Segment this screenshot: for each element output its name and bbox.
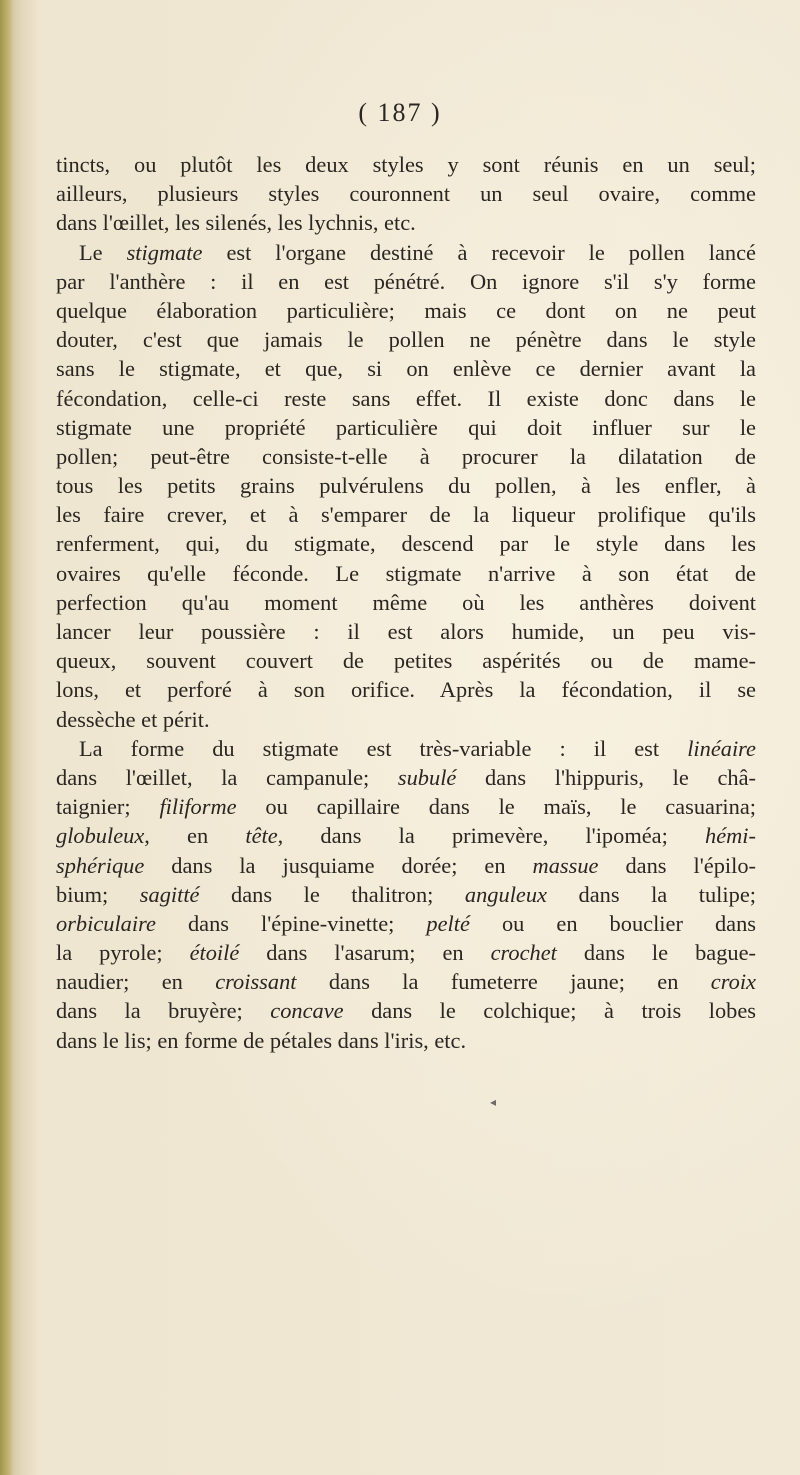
body-text (56, 150, 756, 1055)
italic-term: croissant (215, 969, 297, 995)
italic-term: sagitté (139, 881, 200, 907)
italic-term: hémi- (705, 823, 756, 849)
text-line (56, 967, 756, 996)
text-segment: dans la tulipe; (546, 881, 756, 907)
text-segment: dans la jusquiame dorée; en (144, 852, 533, 878)
italic-term: étoilé (189, 940, 240, 966)
text-segment: stigmate une propriété particulière qui doit influer sur le (56, 414, 756, 440)
text-segment: dans l'hippuris, le châ- (456, 764, 756, 790)
text-segment: dessèche et périt. (56, 706, 210, 732)
text-line (56, 938, 756, 967)
text-line (56, 880, 756, 909)
text-line (56, 792, 756, 821)
text-line (56, 150, 756, 179)
text-segment: lons, et perforé à son orifice. Après la fécondation, il se (56, 677, 756, 703)
italic-term: crochet (490, 940, 557, 966)
text-segment: les faire crever, et à s'emparer de la liqueur prolifique qu'ils (56, 502, 756, 528)
text-segment: taignier; (56, 794, 160, 820)
text-segment: dans le colchique; à trois lobes (343, 998, 756, 1024)
text-line (56, 821, 756, 850)
text-segment: queux, souvent couvert de petites aspérités ou de mame- (56, 648, 756, 674)
text-segment: ou en bouclier dans (469, 910, 756, 936)
italic-term: stigmate (126, 239, 203, 265)
text-segment: dans la bruyère; (56, 998, 271, 1024)
text-line (56, 909, 756, 938)
text-line (56, 471, 756, 500)
italic-term: pelté (426, 910, 470, 936)
italic-term: anguleux (464, 881, 547, 907)
text-segment: pollen; peut-être consiste-t-elle à procurer la dilatation de (56, 443, 756, 469)
text-segment: tous les petits grains pulvérulens du pollen, à les enfler, à (56, 473, 756, 499)
text-segment: lancer leur poussière : il est alors humide, un peu vis- (56, 619, 756, 644)
text-segment: dans l'œillet, les silenés, les lychnis, etc. (56, 210, 416, 236)
text-segment: la pyrole; (56, 940, 190, 966)
text-line (56, 354, 756, 383)
text-segment: Le (79, 239, 127, 265)
text-segment: quelque élaboration particulière; mais ce dont on ne peut (56, 297, 756, 323)
italic-term: subulé (397, 764, 457, 790)
text-line (56, 500, 756, 529)
text-segment: dans l'épine-vinette; (155, 910, 427, 936)
text-segment: perfection qu'au moment même où les anthères doivent (56, 589, 756, 615)
text-line (56, 996, 756, 1025)
text-line (56, 179, 756, 208)
binding-edge (0, 0, 14, 1475)
text-line (56, 1026, 756, 1055)
text-line (56, 208, 756, 237)
text-line (56, 646, 756, 675)
italic-term: sphérique (56, 852, 145, 878)
text-segment: dans l'œillet, la campanule; (56, 764, 398, 790)
text-segment: La forme du stigmate est très-variable : il est (79, 735, 688, 761)
text-segment: , dans la primevère, l'ipoméa; (277, 823, 705, 849)
text-segment: dans l'asarum; en (239, 940, 491, 966)
text-line (56, 705, 756, 734)
text-segment: dans le lis; en forme de pétales dans l'iris, etc. (56, 1027, 467, 1053)
italic-term: linéaire (687, 735, 756, 761)
text-segment: ailleurs, plusieurs styles couronnent un seul ovaire, comme (56, 181, 756, 207)
italic-term: orbiculaire (56, 910, 156, 936)
text-segment: dans le bague- (556, 940, 756, 966)
text-segment: dans la fumeterre jaune; en (296, 969, 711, 995)
text-line (56, 325, 756, 354)
text-segment: douter, c'est que jamais le pollen ne pénètre dans le style (56, 327, 756, 353)
text-segment: sans le stigmate, et que, si on enlève ce dernier avant la (56, 356, 756, 382)
text-line (56, 617, 756, 646)
text-line (56, 675, 756, 704)
page-number: ( 187 ) (358, 98, 442, 127)
text-segment: est l'organe destiné à recevoir le pollen lancé (202, 239, 756, 265)
text-line (56, 238, 756, 267)
text-segment: bium; (56, 881, 140, 907)
text-segment: , en (144, 823, 246, 849)
text-line (56, 588, 756, 617)
text-line (56, 413, 756, 442)
text-line (56, 442, 756, 471)
text-segment: fécondation, celle-ci reste sans effet. Il existe donc dans le (56, 385, 756, 411)
text-segment: dans le thalitron; (199, 881, 465, 907)
text-segment: tincts, ou plutôt les deux styles y sont réunis en un seul; (56, 152, 756, 177)
text-line (56, 296, 756, 325)
text-line (56, 267, 756, 296)
text-line (56, 734, 756, 763)
italic-term: tête (245, 823, 278, 849)
text-line (56, 384, 756, 413)
italic-term: massue (532, 852, 599, 878)
text-line (56, 763, 756, 792)
text-segment: ovaires qu'elle féconde. Le stigmate n'arrive à son état de (56, 560, 756, 586)
italic-term: concave (270, 998, 344, 1024)
ink-mark: ◂ (490, 1095, 497, 1109)
text-segment: ou capillaire dans le maïs, le casuarina; (236, 794, 756, 820)
italic-term: filiforme (159, 794, 237, 820)
text-line (56, 559, 756, 588)
text-line (56, 529, 756, 558)
italic-term: croix (710, 969, 756, 995)
text-segment: renferment, qui, du stigmate, descend par le style dans les (56, 531, 756, 557)
text-segment: naudier; en (56, 969, 216, 995)
text-segment: dans l'épilo- (598, 852, 756, 878)
italic-term: globuleux (56, 823, 145, 849)
text-segment: par l'anthère : il en est pénétré. On ignore s'il s'y forme (56, 268, 756, 294)
text-line (56, 851, 756, 880)
